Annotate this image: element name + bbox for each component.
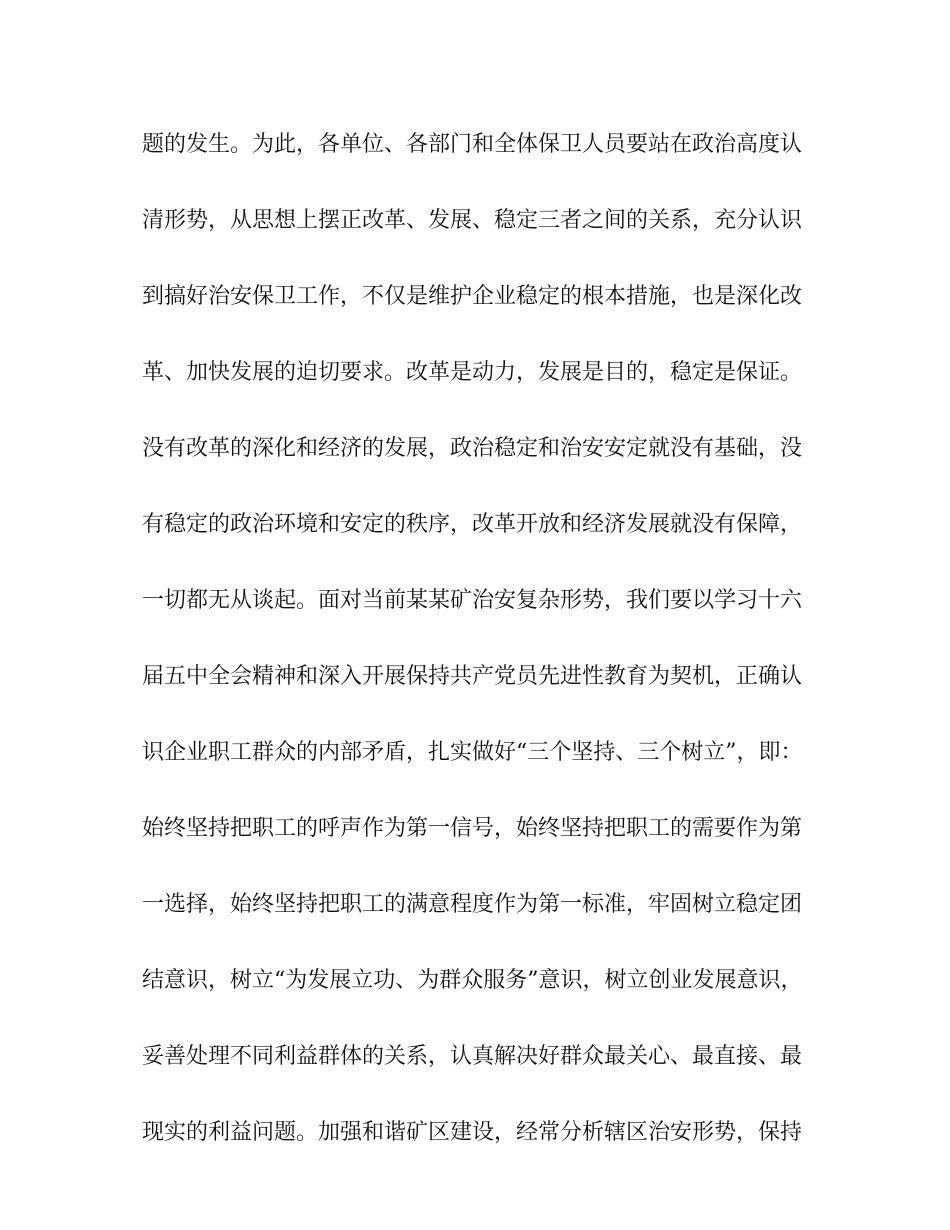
text-line-10: 始终坚持把职工的呼声作为第一信号，始终坚持把职工的需要作为第 bbox=[142, 816, 803, 841]
text-line-7: 一切都无从谈起。面对当前某某矿治安复杂形势，我们要以学习十六 bbox=[142, 588, 803, 613]
text-line-11: 一选择，始终坚持把职工的满意程度作为第一标准，牢固树立稳定团 bbox=[142, 892, 803, 917]
text-line-13: 妥善处理不同利益群体的关系，认真解决好群众最关心、最直接、最 bbox=[142, 1044, 803, 1069]
text-line-1: 题的发生。为此，各单位、各部门和全体保卫人员要站在政治高度认 bbox=[142, 132, 803, 157]
text-line-14: 现实的利益问题。加强和谐矿区建设，经常分析辖区治安形势，保持 bbox=[142, 1120, 803, 1145]
text-line-6: 有稳定的政治环境和安定的秩序，改革开放和经济发展就没有保障， bbox=[142, 512, 803, 537]
text-line-8: 届五中全会精神和深入开展保持共产党员先进性教育为契机，正确认 bbox=[142, 664, 803, 689]
text-line-9: 识企业职工群众的内部矛盾，扎实做好“三个坚持、三个树立”，即： bbox=[142, 740, 803, 765]
text-line-5: 没有改革的深化和经济的发展，政治稳定和治安安定就没有基础，没 bbox=[142, 436, 803, 461]
text-line-12: 结意识，树立“为发展立功、为群众服务”意识，树立创业发展意识， bbox=[142, 968, 803, 993]
text-line-4: 革、加快发展的迫切要求。改革是动力，发展是目的，稳定是保证。 bbox=[142, 360, 803, 385]
text-line-3: 到搞好治安保卫工作，不仅是维护企业稳定的根本措施，也是深化改 bbox=[142, 284, 803, 309]
text-line-2: 清形势，从思想上摆正改革、发展、稳定三者之间的关系，充分认识 bbox=[142, 208, 803, 233]
body-text bbox=[142, 122, 832, 1186]
